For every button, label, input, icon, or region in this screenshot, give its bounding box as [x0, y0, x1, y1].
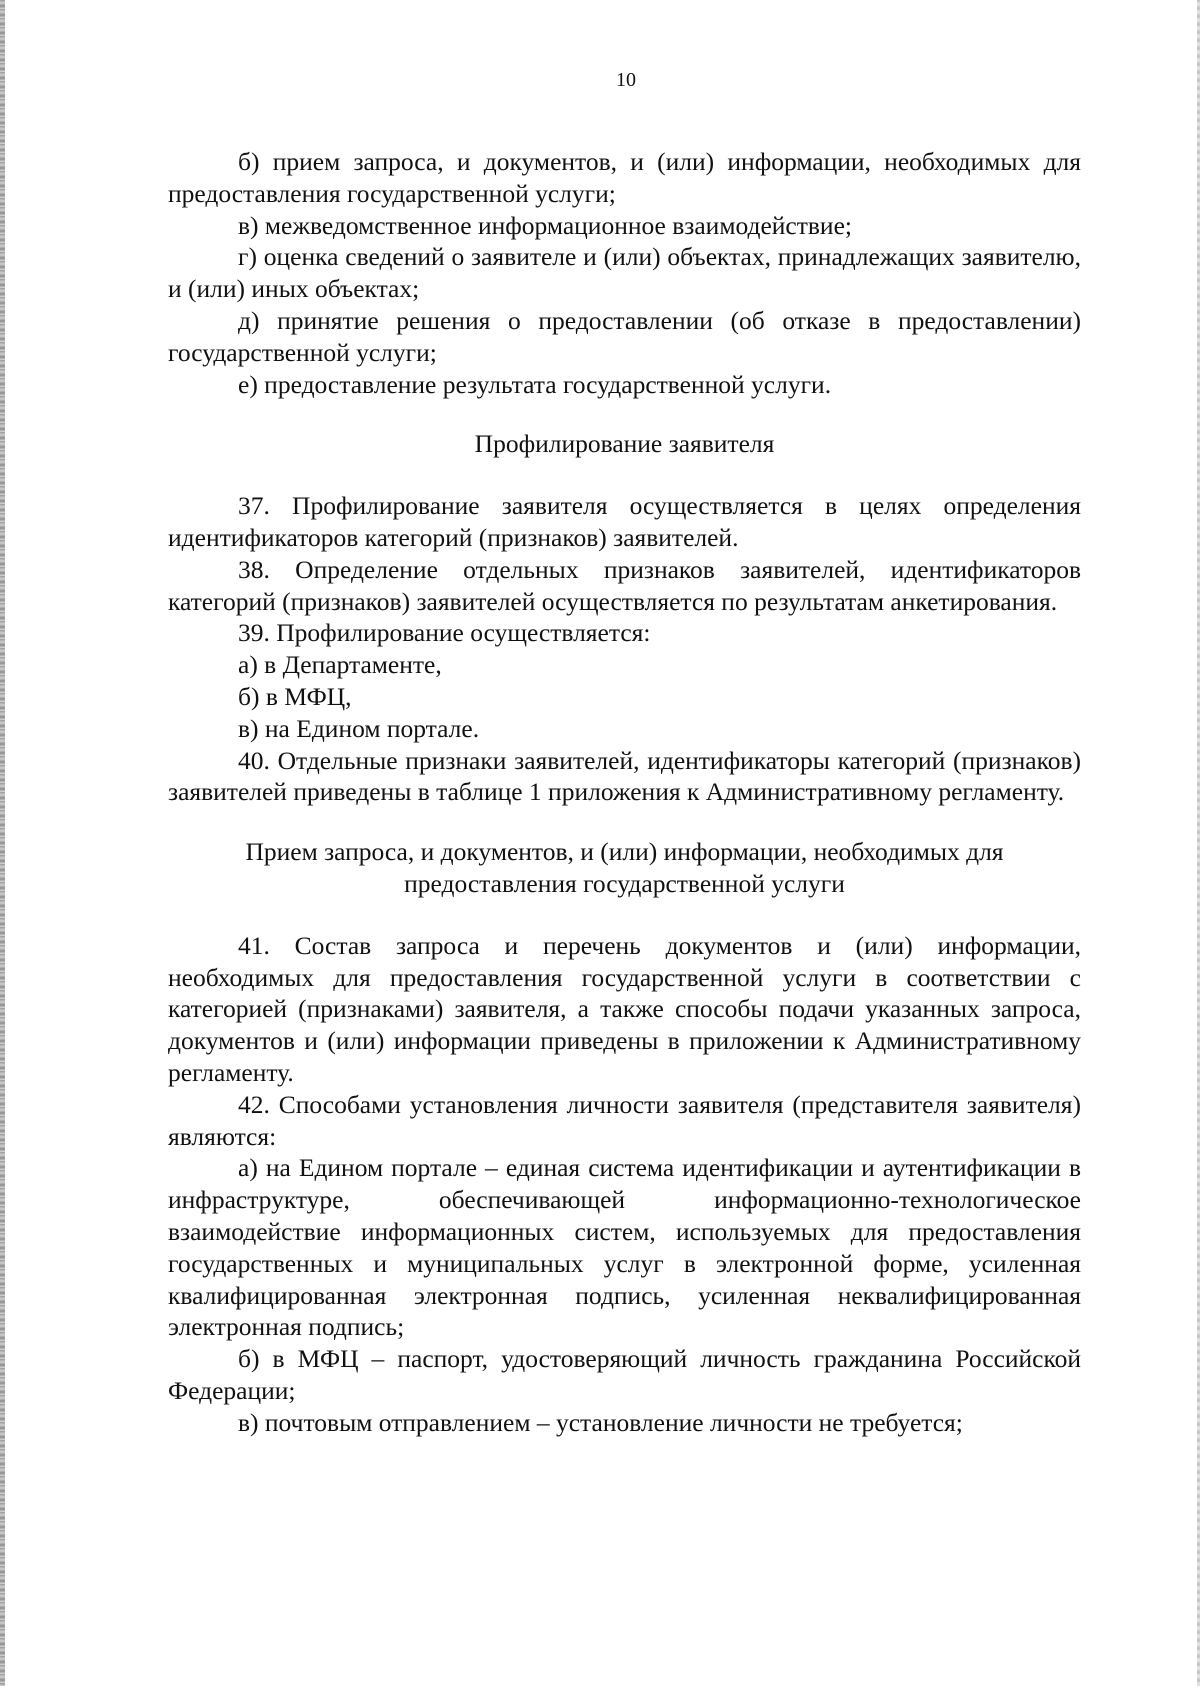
list-item-d: д) принятие решения о предоставлении (об отказе в предоставлении) государственной услуги; [168, 305, 1081, 367]
paragraph-42-b: б) в МФЦ – паспорт, удостоверяющий личность гражданина Российской Федерации; [168, 1344, 1081, 1405]
paragraph-41: 41. Состав запроса и перечень документов и (или) информации, необходимых для предоставления государственной услуги в соответствии с категорией (признаками) заявителя, а также способы подачи указанных запроса, документов и (или) информации приведены в приложении к Административному регламенту. [168, 930, 1081, 1087]
list-item-v: в) межведомственное информационное взаимодействие; [238, 210, 852, 240]
paragraph-40: 40. Отдельные признаки заявителей, идентификаторы категорий (признаков) заявителей приведены в таблице 1 приложения к Административному регламенту. [168, 745, 1081, 807]
section-heading-request-line2: предоставления государственной услуги [404, 868, 845, 898]
paragraph-37: 37. Профилирование заявителя осуществляется в целях определения идентификаторов категорий (признаков) заявителей. [168, 491, 1081, 552]
list-item-b: б) прием запроса, и документов, и (или) информации, необходимых для предоставления государственной услуги; [168, 147, 1081, 208]
list-item-e: е) предоставление результата государственной услуги. [238, 369, 832, 399]
spacer [168, 900, 1081, 930]
paragraph-39-v: в) на Едином портале. [238, 713, 480, 743]
spacer [168, 460, 1081, 490]
list-item-g: г) оценка сведений о заявителе и (или) объектах, принадлежащих заявителю, и (или) иных объектах; [168, 242, 1081, 304]
scan-edge-left [0, 0, 5, 1686]
paragraph-39-b: б) в МФЦ, [238, 681, 352, 711]
paragraph-39-a: а) в Департаменте, [238, 650, 442, 680]
page-number: 10 [616, 69, 636, 91]
section-heading-profiling: Профилирование заявителя [474, 429, 775, 459]
paragraph-42-a: а) на Едином портале – единая система идентификации и аутентификации в инфраструктуре, обеспечивающей информационно-технологическое взаимодействие информационных систем, используемых для предоставления государственных и муниципальных услуг в электронной форме, усиленная квалифицированная электронная подпись, усиленная неквалифицированная электронная подпись; [168, 1153, 1081, 1342]
section-heading-request-line1: Прием запроса, и документов, и (или) информации, необходимых для [245, 837, 1004, 867]
paragraph-38: 38. Определение отдельных признаков заявителей, идентификаторов категорий (признаков) заявителей осуществляется по результатам анкетирования. [168, 554, 1081, 616]
paragraph-42-v: в) почтовым отправлением – установление личности не требуется; [238, 1407, 963, 1437]
document-body [168, 146, 1081, 1438]
paragraph-39: 39. Профилирование осуществляется: [238, 618, 651, 648]
spacer [168, 808, 1081, 836]
paragraph-42: 42. Способами установления личности заявителя (представителя заявителя) являются: [168, 1089, 1081, 1151]
spacer [168, 400, 1081, 428]
